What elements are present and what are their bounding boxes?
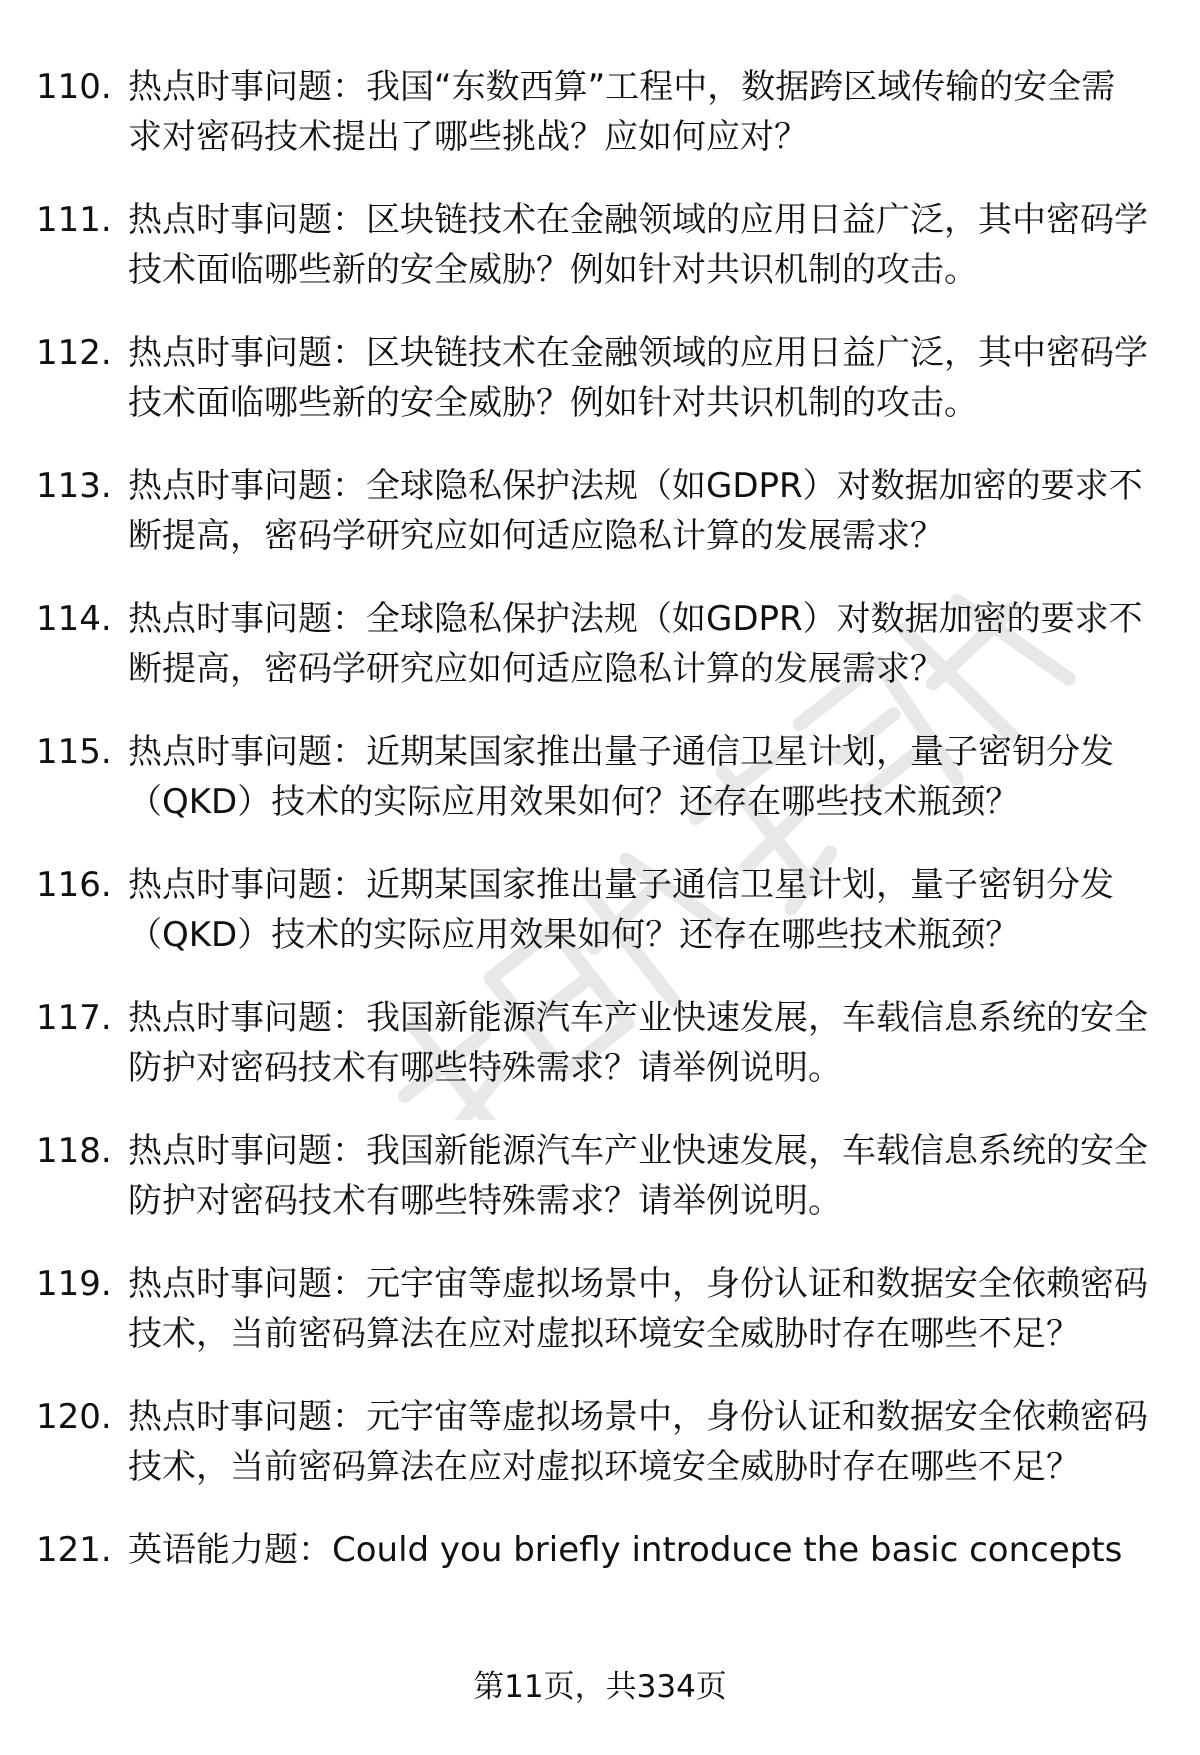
question-item	[0, 1525, 1200, 1575]
question-number: 114.	[36, 599, 112, 639]
question-number: 110.	[36, 67, 112, 107]
question-number: 121.	[36, 1530, 112, 1570]
question-text: 热点时事问题：我国新能源汽车产业快速发展，车载信息系统的安全防护对密码技术有哪些特殊需求？请举例说明。	[128, 1131, 1148, 1221]
question-item	[0, 993, 1200, 1093]
question-number: 119.	[36, 1264, 112, 1304]
page-footer: 第11页，共334页	[473, 1669, 727, 1705]
question-text: 热点时事问题：近期某国家推出量子通信卫星计划，量子密钥分发（QKD）技术的实际应用效果如何？还存在哪些技术瓶颈？	[128, 865, 1114, 955]
question-item	[0, 1392, 1200, 1492]
question-number: 116.	[36, 865, 112, 905]
question-text: 英语能力题：Could you briefly introduce the basic concepts	[128, 1530, 1123, 1570]
question-number: 113.	[36, 466, 112, 506]
question-item	[0, 727, 1200, 827]
question-number: 117.	[36, 998, 112, 1038]
question-text: 热点时事问题：元宇宙等虚拟场景中，身份认证和数据安全依赖密码技术，当前密码算法在应对虚拟环境安全威胁时存在哪些不足？	[128, 1397, 1148, 1487]
question-text: 热点时事问题：元宇宙等虚拟场景中，身份认证和数据安全依赖密码技术，当前密码算法在应对虚拟环境安全威胁时存在哪些不足？	[128, 1264, 1148, 1354]
question-number: 115.	[36, 732, 112, 772]
question-item	[0, 195, 1200, 295]
question-item	[0, 1259, 1200, 1359]
question-text: 热点时事问题：我国“东数西算”工程中，数据跨区域传输的安全需求对密码技术提出了哪些挑战？应如何应对？	[128, 67, 1116, 157]
question-item	[0, 62, 1200, 162]
question-text: 热点时事问题：全球隐私保护法规（如GDPR）对数据加密的要求不断提高，密码学研究应如何适应隐私计算的发展需求？	[128, 599, 1143, 689]
question-text: 热点时事问题：全球隐私保护法规（如GDPR）对数据加密的要求不断提高，密码学研究应如何适应隐私计算的发展需求？	[128, 466, 1143, 556]
question-number: 112.	[36, 333, 112, 373]
question-number: 111.	[36, 200, 112, 240]
question-text: 热点时事问题：区块链技术在金融领域的应用日益广泛，其中密码学技术面临哪些新的安全威胁？例如针对共识机制的攻击。	[128, 200, 1148, 290]
question-text: 热点时事问题：近期某国家推出量子通信卫星计划，量子密钥分发（QKD）技术的实际应用效果如何？还存在哪些技术瓶颈？	[128, 732, 1114, 822]
question-text: 热点时事问题：区块链技术在金融领域的应用日益广泛，其中密码学技术面临哪些新的安全威胁？例如针对共识机制的攻击。	[128, 333, 1148, 423]
question-item	[0, 860, 1200, 960]
question-number: 118.	[36, 1131, 112, 1171]
question-text: 热点时事问题：我国新能源汽车产业快速发展，车载信息系统的安全防护对密码技术有哪些特殊需求？请举例说明。	[128, 998, 1148, 1088]
question-item	[0, 594, 1200, 694]
question-number: 120.	[36, 1397, 112, 1437]
question-item	[0, 328, 1200, 428]
question-list	[0, 62, 1200, 1608]
question-item	[0, 461, 1200, 561]
question-item	[0, 1126, 1200, 1226]
